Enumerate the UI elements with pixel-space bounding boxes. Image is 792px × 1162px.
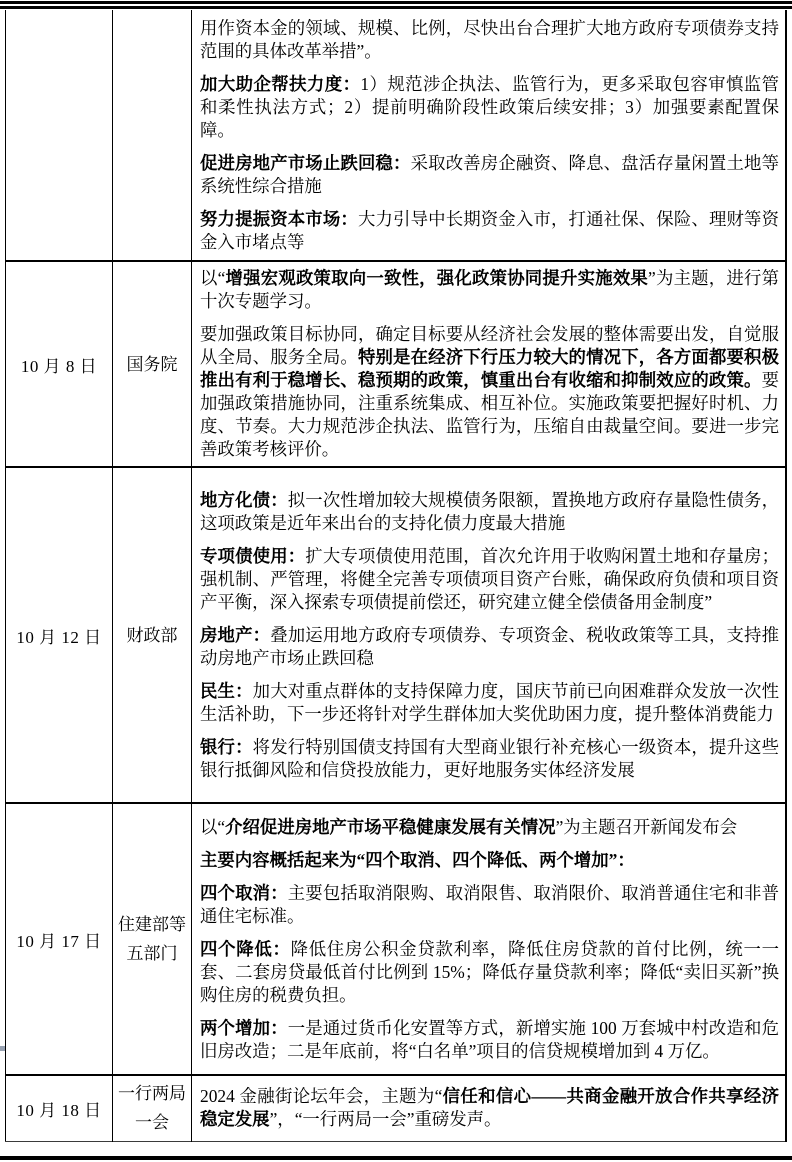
bold-text-segment: 四个降低： bbox=[200, 938, 291, 959]
paragraph bbox=[200, 1017, 779, 1063]
paragraph bbox=[200, 816, 779, 839]
text-segment: 拟一次性增加较大规模债务限额，置换地方政府存量隐性债务，这项政策是近年来出台的支持化债力度最大措施 bbox=[200, 489, 779, 533]
paragraph bbox=[200, 152, 779, 198]
paragraph bbox=[200, 680, 779, 726]
text-segment: 要加强政策措施协同，注重系统集成、相互补位。实施政策要把握好时机、力度、节奏。大力规范涉企执法、监管行为，压缩自由裁量空间。要进一步完善政策考核评价。 bbox=[200, 370, 779, 459]
institution-cell: 一行两局一会 bbox=[113, 1075, 192, 1141]
policy-timeline-table bbox=[5, 10, 787, 1142]
table-row bbox=[6, 467, 787, 803]
text-segment: 以“ bbox=[200, 816, 226, 837]
bold-text-segment: 四个取消： bbox=[200, 882, 288, 903]
page-margin-tick bbox=[0, 1046, 5, 1051]
paragraph bbox=[200, 882, 779, 928]
text-segment: 2024 金融街论坛年会，主题为“ bbox=[200, 1086, 443, 1107]
text-segment: 要加强政策目标协同，确定目标要从经济社会发展的整体需要出发，自觉服从全局、服务全局。 bbox=[200, 324, 779, 367]
date-cell bbox=[6, 10, 113, 261]
bottom-rule bbox=[0, 1156, 792, 1160]
bold-text-segment: 增强宏观政策取向一致性，强化政策协同提升实施效果 bbox=[225, 268, 649, 288]
bold-text-segment: 民生： bbox=[200, 680, 253, 701]
text-segment: 加大对重点群体的支持保障力度，国庆节前已向困难群众发放一次性生活补助，下一步还将针对学生群体加大奖优助困力度，提升整体消费能力 bbox=[200, 680, 779, 724]
paragraph bbox=[200, 545, 779, 614]
text-segment: 扩大专项债使用范围，首次允许用于收购闲置土地和存量房；强机制、严管理，将健全完善专项债项目资产台账，确保政府负债和项目资产平衡，深入探索专项债提前偿还，研究建立健全偿债备用金制度” bbox=[200, 545, 779, 612]
bold-text-segment: 主要内容概括起来为“四个取消、四个降低、两个增加”： bbox=[200, 849, 635, 870]
date-cell: 10 月 12 日 bbox=[6, 467, 113, 803]
paragraph bbox=[200, 208, 779, 254]
text-segment: 采取改善房企融资、降息、盘活存量闲置土地等系统性综合措施 bbox=[200, 152, 779, 196]
table-row bbox=[6, 803, 787, 1075]
date-cell: 10 月 8 日 bbox=[6, 261, 113, 467]
table-row bbox=[6, 10, 787, 261]
paragraph bbox=[200, 624, 779, 670]
top-rule-upper bbox=[0, 1, 792, 4]
paragraph bbox=[200, 489, 779, 535]
text-segment: 降低住房公积金贷款利率，降低住房贷款的首付比例，统一一套、二套房贷最低首付比例到 15%；降低存量贷款利率；降低“卖旧买新”换购住房的税费负担。 bbox=[200, 938, 779, 1005]
paragraph bbox=[200, 1085, 779, 1131]
institution-cell bbox=[113, 10, 192, 261]
bold-text-segment: 介绍促进房地产市场平稳健康发展有关情况 bbox=[225, 816, 556, 837]
bold-text-segment: 银行： bbox=[200, 736, 253, 757]
text-segment: ”，“一行两局一会”重磅发声。 bbox=[269, 1109, 502, 1130]
content-cell bbox=[192, 803, 787, 1075]
content-cell bbox=[192, 10, 787, 261]
text-segment: 大力引导中长期资金入市，打通社保、保险、理财等资金入市堵点等 bbox=[200, 208, 779, 252]
text-segment: ”为主题召开新闻发布会 bbox=[555, 816, 738, 837]
table-row bbox=[6, 1075, 787, 1141]
paragraph bbox=[200, 17, 779, 63]
text-segment: 一是通过货币化安置等方式，新增实施 100 万套城中村改造和危旧房改造；二是年底前，将“白名单”项目的信贷规模增加到 4 万亿。 bbox=[200, 1017, 779, 1061]
content-cell bbox=[192, 467, 787, 803]
bold-text-segment: 努力提振资本市场： bbox=[200, 208, 358, 229]
bold-text-segment: 地方化债： bbox=[200, 489, 288, 510]
text-segment: 叠加运用地方政府专项债券、专项资金、税收政策等工具，支持推动房地产市场止跌回稳 bbox=[200, 624, 779, 668]
bold-text-segment: 专项债使用： bbox=[200, 545, 306, 566]
text-segment: 用作资本金的领域、规模、比例，尽快出台合理扩大地方政府专项债券支持范围的具体改革举措”。 bbox=[200, 17, 779, 61]
paragraph bbox=[200, 736, 779, 782]
paragraph bbox=[200, 267, 779, 313]
bold-text-segment: 两个增加： bbox=[200, 1017, 288, 1038]
bold-text-segment: 促进房地产市场止跌回稳： bbox=[200, 152, 411, 173]
paragraph bbox=[200, 323, 779, 461]
institution-cell: 住建部等五部门 bbox=[113, 803, 192, 1075]
table-row bbox=[6, 261, 787, 467]
text-segment: 1）规范涉企执法、监管行为，更多采取包容审慎监管和柔性执法方式；2）提前明确阶段性政策后续安排；3）加强要素配置保障。 bbox=[200, 73, 779, 140]
text-segment: 以“ bbox=[200, 268, 226, 288]
paragraph bbox=[200, 849, 779, 872]
institution-cell: 国务院 bbox=[113, 261, 192, 467]
top-rule-lower bbox=[0, 6, 792, 9]
bold-text-segment: 信任和信心——共商金融开放合作共享经济稳定发展 bbox=[200, 1086, 779, 1130]
paragraph bbox=[200, 938, 779, 1007]
paragraph bbox=[200, 73, 779, 142]
text-segment: ”为主题，进行第十次专题学习。 bbox=[200, 268, 779, 311]
content-cell bbox=[192, 1075, 787, 1141]
date-cell: 10 月 18 日 bbox=[6, 1075, 113, 1141]
institution-cell: 财政部 bbox=[113, 467, 192, 803]
text-segment: 主要包括取消限购、取消限售、取消限价、取消普通住宅和非普通住宅标准。 bbox=[200, 882, 779, 926]
date-cell: 10 月 17 日 bbox=[6, 803, 113, 1075]
text-segment: 将发行特别国债支持国有大型商业银行补充核心一级资本，提升这些银行抵御风险和信贷投放能力，更好地服务实体经济发展 bbox=[200, 736, 779, 780]
content-cell bbox=[192, 261, 787, 467]
bold-text-segment: 特别是在经济下行压力较大的情况下，各方面都要积极推出有利于稳增长、稳预期的政策，慎重出台有收缩和抑制效应的政策。 bbox=[200, 347, 779, 390]
bold-text-segment: 房地产： bbox=[200, 624, 271, 645]
bold-text-segment: 加大助企帮扶力度： bbox=[200, 73, 361, 94]
